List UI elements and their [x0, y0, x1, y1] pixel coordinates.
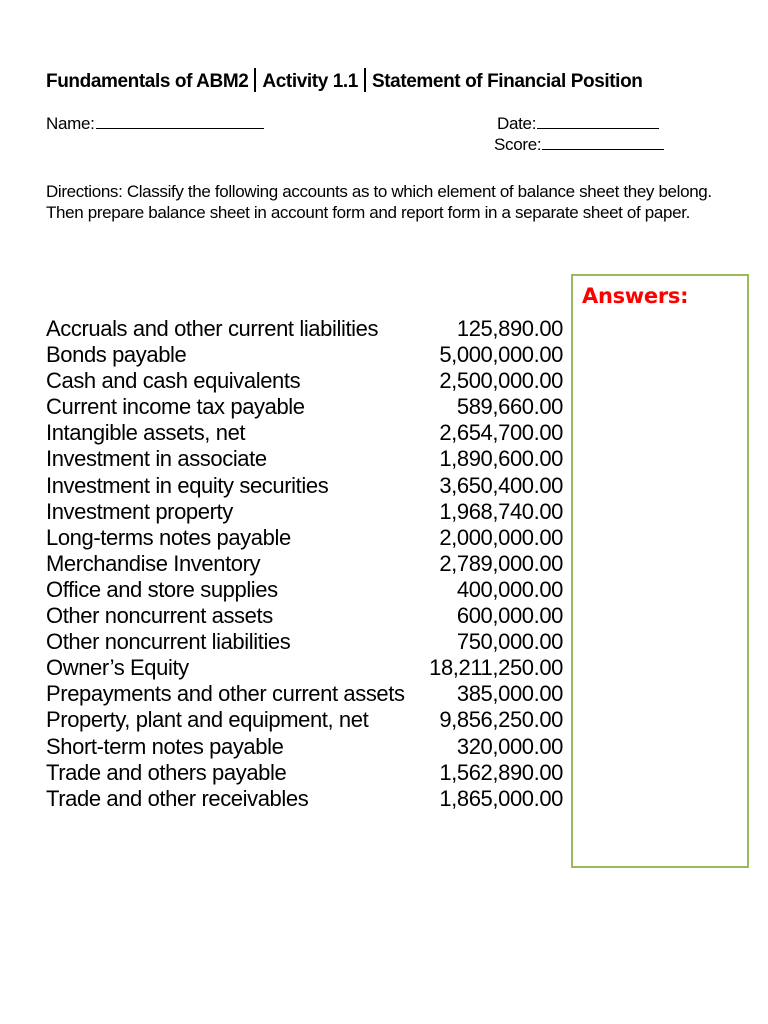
- account-row: [46, 525, 566, 551]
- account-amount: 1,865,000.00: [439, 785, 563, 811]
- account-name: Long-terms notes payable: [46, 524, 291, 550]
- account-name: Investment in equity securities: [46, 472, 329, 498]
- account-row: [46, 551, 566, 577]
- topic-title: Statement of Financial Position: [371, 71, 643, 92]
- account-name: Bonds payable: [46, 342, 187, 368]
- account-row: [46, 734, 566, 760]
- account-amount: 385,000.00: [456, 681, 563, 707]
- activity-title: Activity 1.1: [262, 71, 358, 92]
- account-row: [46, 655, 566, 681]
- account-amount: 1,890,600.00: [439, 446, 563, 472]
- score-field: [494, 135, 664, 155]
- account-name: Current income tax payable: [46, 394, 305, 420]
- account-amount: 2,654,700.00: [439, 420, 563, 446]
- account-amount: 320,000.00: [456, 733, 563, 759]
- title-separator: [254, 68, 256, 92]
- directions-text: Directions: Classify the following accounts as to which element of balance sheet they belong. Then prepare balance sheet in account form and report form in a separate sheet of paper.: [46, 182, 712, 222]
- date-label: Date:: [497, 114, 537, 133]
- account-amount: 1,968,740.00: [439, 498, 563, 524]
- account-name: Accruals and other current liabilities: [46, 316, 379, 341]
- document-title: [46, 68, 642, 93]
- account-name: Owner’s Equity: [46, 655, 189, 681]
- account-row: [46, 681, 566, 707]
- account-amount: 2,000,000.00: [439, 524, 563, 550]
- account-amount: 400,000.00: [456, 576, 563, 602]
- account-name: Intangible assets, net: [46, 420, 246, 446]
- account-amount: 589,660.00: [456, 394, 563, 420]
- date-field: [497, 114, 659, 134]
- account-amount: 2,500,000.00: [439, 368, 563, 394]
- account-amount: 5,000,000.00: [439, 342, 563, 368]
- course-title: Fundamentals of ABM2: [46, 71, 249, 92]
- account-amount: 600,000.00: [456, 603, 563, 629]
- account-name: Other noncurrent assets: [46, 603, 273, 629]
- account-name: Prepayments and other current assets: [46, 681, 405, 707]
- account-amount: 1,562,890.00: [439, 759, 563, 785]
- account-row: [46, 368, 566, 394]
- account-amount: 18,211,250.00: [429, 655, 563, 681]
- account-amount: 125,890.00: [456, 316, 563, 341]
- score-blank[interactable]: [542, 135, 664, 150]
- account-row: [46, 603, 566, 629]
- account-row: [46, 786, 566, 812]
- account-name: Property, plant and equipment, net: [46, 707, 369, 733]
- title-separator: [364, 68, 366, 92]
- account-row: [46, 446, 566, 472]
- name-blank[interactable]: [96, 114, 264, 129]
- account-row: [46, 316, 566, 342]
- accounts-list: [46, 316, 566, 812]
- account-row: [46, 473, 566, 499]
- account-amount: 750,000.00: [456, 629, 563, 655]
- account-amount: 3,650,400.00: [439, 472, 563, 498]
- account-name: Merchandise Inventory: [46, 550, 261, 576]
- account-row: [46, 342, 566, 368]
- account-row: [46, 760, 566, 786]
- account-name: Trade and other receivables: [46, 785, 309, 811]
- account-name: Office and store supplies: [46, 576, 278, 602]
- account-amount: 9,856,250.00: [439, 707, 563, 733]
- account-name: Investment property: [46, 498, 233, 524]
- date-blank[interactable]: [537, 114, 659, 129]
- answers-box: [571, 274, 749, 868]
- name-field: [46, 114, 264, 134]
- account-row: [46, 499, 566, 525]
- answers-label: Answers:: [582, 284, 689, 308]
- name-label: Name:: [46, 114, 95, 133]
- account-amount: 2,789,000.00: [439, 550, 563, 576]
- account-name: Short-term notes payable: [46, 733, 284, 759]
- score-label: Score:: [494, 135, 542, 154]
- account-row: [46, 629, 566, 655]
- account-row: [46, 420, 566, 446]
- account-row: [46, 577, 566, 603]
- account-name: Investment in associate: [46, 446, 267, 472]
- account-row: [46, 394, 566, 420]
- account-name: Trade and others payable: [46, 759, 287, 785]
- account-name: Cash and cash equivalents: [46, 368, 301, 394]
- account-row: [46, 707, 566, 733]
- account-name: Other noncurrent liabilities: [46, 629, 291, 655]
